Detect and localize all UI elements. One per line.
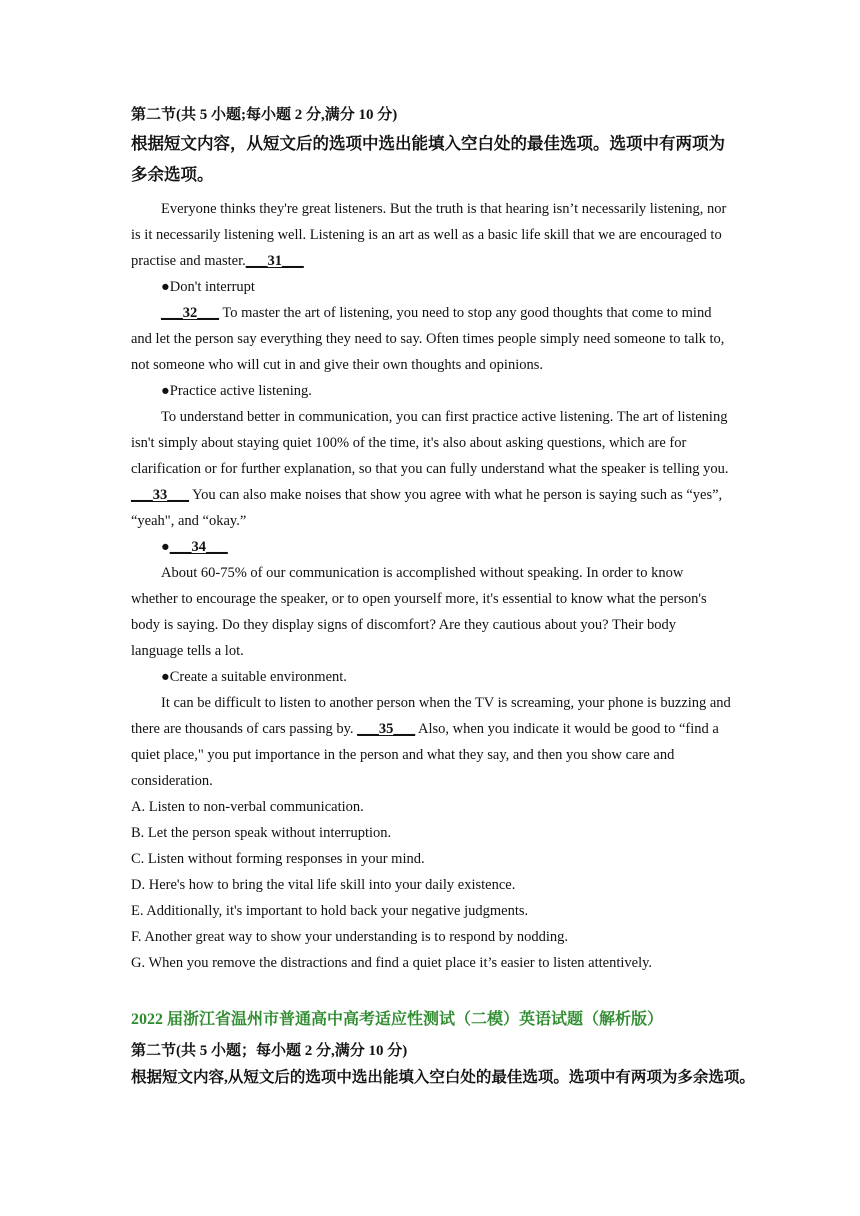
option-d: D. Here's how to bring the vital life skill into your daily existence.: [131, 877, 516, 893]
paragraph-text: Everyone thinks they're great listeners. But the truth is that hearing isn’t necessarily listening, nor is it necessarily listening well. Listening is an art as well as a basic life skill that we are encouraged to practise and master.: [131, 201, 727, 269]
paragraph-text: It can be difficult to listen to another person when the TV is screaming, your phone is buzzing and there are thousands of cars passing by.: [131, 695, 731, 737]
passage-paragraph-3: [131, 404, 731, 534]
blank-34: ___34___: [169, 539, 228, 555]
document-page: [131, 104, 755, 1092]
bullet-heading-3: [131, 534, 731, 560]
blank-35: ___35___: [357, 721, 416, 737]
option-g: G. When you remove the distractions and find a quiet place it’s easier to listen attentively.: [131, 955, 653, 971]
blank-32: ___32___: [161, 305, 219, 321]
option-e: E. Additionally, it's important to hold back your negative judgments.: [131, 903, 529, 919]
option-c: C. Listen without forming responses in your mind.: [131, 851, 425, 867]
bullet-heading-1: ●Don't interrupt: [161, 279, 255, 295]
next-section-heading: 第二节(共 5 小题；每小题 2 分,满分 10 分): [131, 1043, 408, 1059]
paragraph-tail: Also, when you indicate it would be good to “find a quiet place," you put importance in the person and what they say, and then you show care and consideration.: [131, 721, 719, 789]
paragraph-text: To master the art of listening, you need to stop any good thoughts that come to mind and let the person say everything they need to say. Often times people simply need someone to talk to, not someone who will cut in and give their own thoughts and opinions.: [131, 305, 725, 373]
blank-31: ___31___: [245, 253, 304, 269]
passage-paragraph-5: [131, 690, 731, 794]
option-b: B. Let the person speak without interruption.: [131, 825, 392, 841]
passage-paragraph-1: [131, 196, 731, 274]
instruction: 根据短文内容，从短文后的选项中选出能填入空白处的最佳选项。选项中有两项为多余选项。: [131, 134, 725, 184]
section-heading: 第二节(共 5 小题;每小题 2 分,满分 10 分): [131, 107, 398, 123]
passage-paragraph-2: [131, 300, 731, 378]
paragraph-text: To understand better in communication, you can first practice active listening. The art of listening isn't simply about staying quiet 100% of the time, it's also about asking questions, which are for clarification or for further explanation, so that you can fully understand what the speaker is telling you.: [131, 409, 729, 477]
paragraph-tail: You can also make noises that show you agree with what he person is saying such as “yes”, “yeah", and “okay.”: [131, 487, 723, 529]
option-f: F. Another great way to show your understanding is to respond by nodding.: [131, 929, 569, 945]
next-instruction: 根据短文内容,从短文后的选项中选出能填入空白处的最佳选项。选项中有两项为多余选项。: [131, 1069, 755, 1086]
bullet-heading-4: ●Create a suitable environment.: [161, 669, 347, 685]
bullet-mark: ●: [161, 539, 170, 555]
option-a: A. Listen to non-verbal communication.: [131, 799, 364, 815]
blank-33: ___33___: [131, 487, 189, 503]
next-exam-title: 2022 届浙江省温州市普通高中高考适应性测试（二模）英语试题（解析版）: [131, 1011, 664, 1028]
bullet-heading-2: ●Practice active listening.: [161, 383, 312, 399]
passage-paragraph-4: About 60-75% of our communication is accomplished without speaking. In order to know whether to encourage the speaker, or to open yourself more, it's essential to know what the person's body is saying. Do they display signs of discomfort? Are they cautious about you? Their body language tells a lot.: [131, 565, 707, 659]
